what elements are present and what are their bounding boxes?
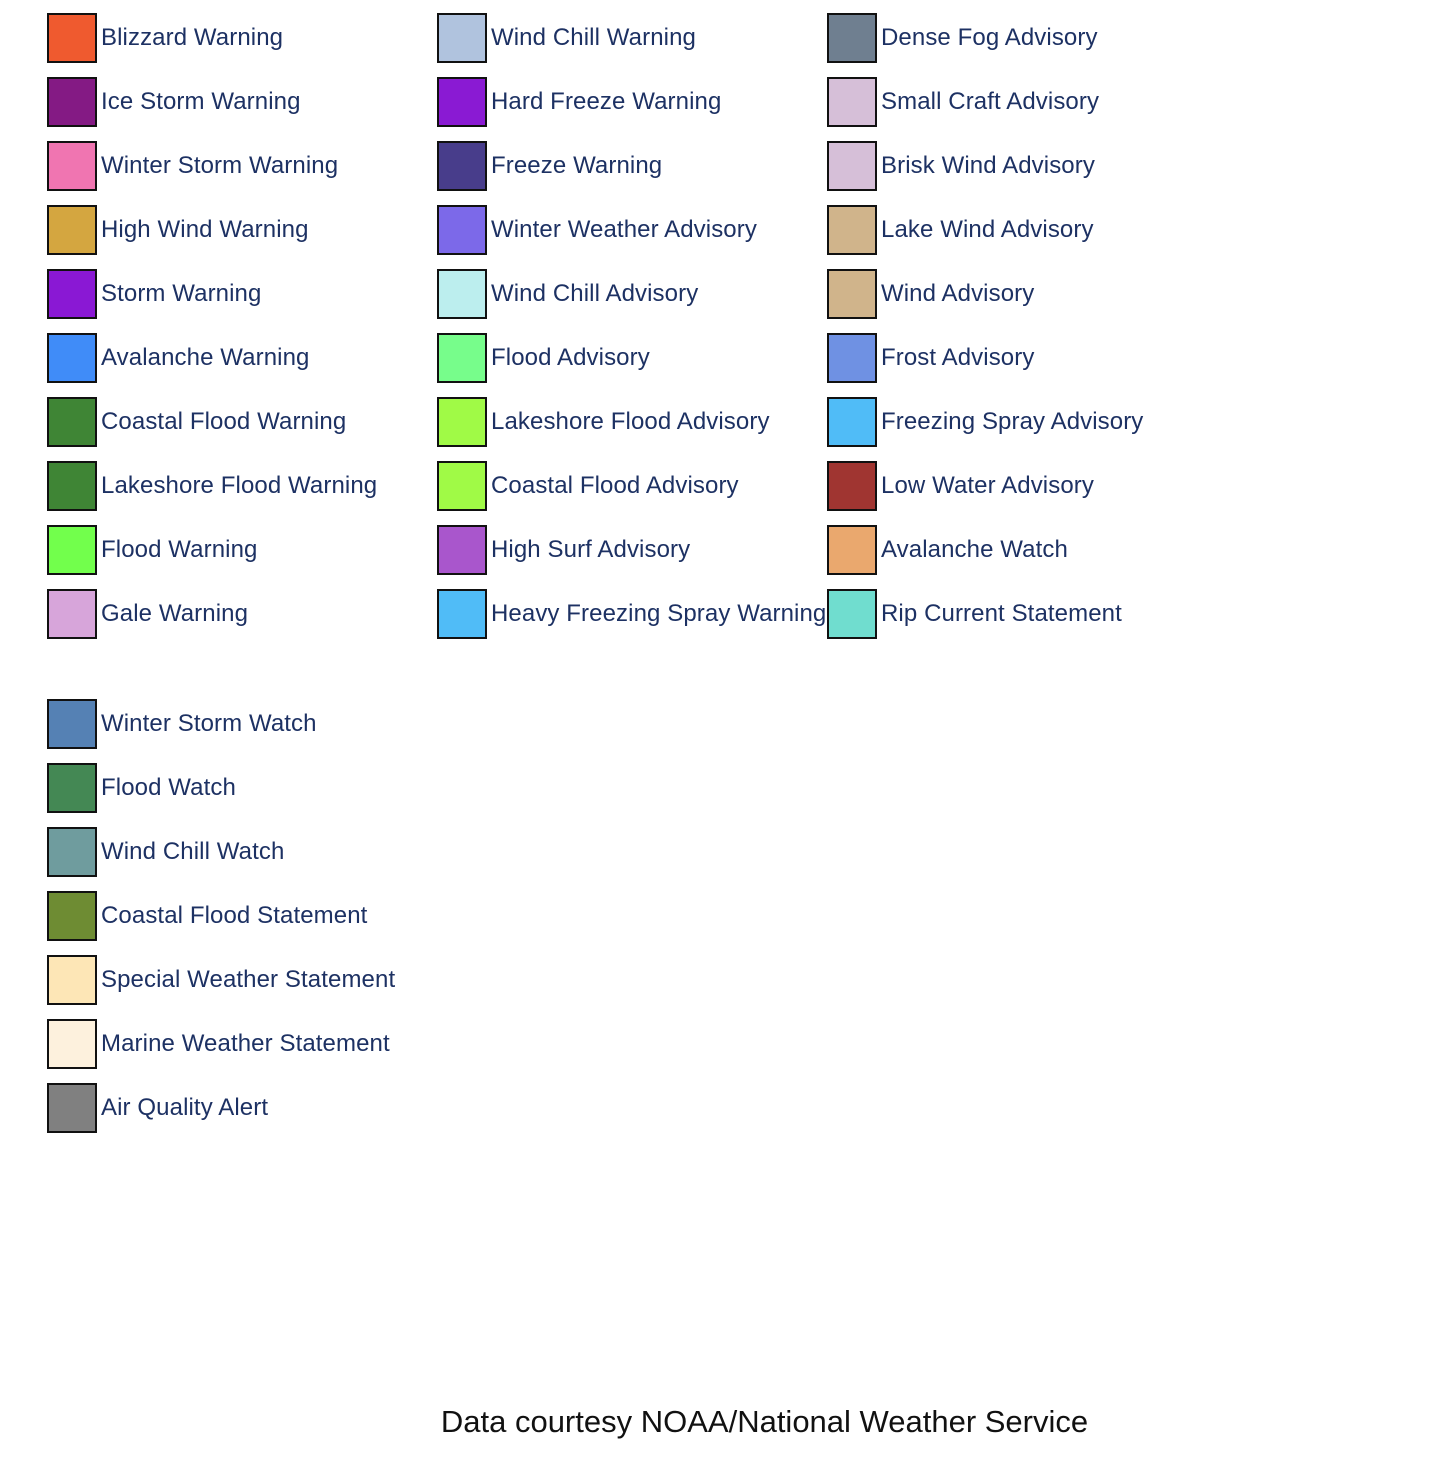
legend-swatch: [827, 333, 877, 383]
legend-label: Lakeshore Flood Advisory: [491, 408, 770, 435]
legend-item: [47, 269, 437, 319]
legend-label: Wind Chill Warning: [491, 24, 696, 51]
legend-item: [437, 397, 827, 447]
legend-swatch: [437, 525, 487, 575]
legend-swatch: [827, 77, 877, 127]
legend-swatch: [47, 955, 97, 1005]
legend-label: Lake Wind Advisory: [881, 216, 1094, 243]
legend-label: Rip Current Statement: [881, 600, 1122, 627]
legend-swatch: [47, 763, 97, 813]
legend-swatch: [47, 77, 97, 127]
legend-swatch: [437, 13, 487, 63]
data-credit: Data courtesy NOAA/National Weather Service: [440, 1404, 1089, 1439]
legend-label: Flood Warning: [101, 536, 258, 563]
legend-swatch: [47, 525, 97, 575]
legend-swatch: [437, 77, 487, 127]
legend-swatch: [47, 397, 97, 447]
legend-column-4: [47, 699, 437, 1147]
legend-swatch: [47, 141, 97, 191]
legend-item: [437, 461, 827, 511]
legend-label: Coastal Flood Statement: [101, 902, 368, 929]
legend-item: [827, 205, 1217, 255]
legend-item: [437, 205, 827, 255]
legend-swatch: [827, 397, 877, 447]
legend-label: Brisk Wind Advisory: [881, 152, 1095, 179]
legend-item: [47, 699, 437, 749]
legend-label: Storm Warning: [101, 280, 262, 307]
legend-label: High Wind Warning: [101, 216, 309, 243]
legend-swatch: [827, 205, 877, 255]
legend-item: [47, 525, 437, 575]
legend-item: [47, 397, 437, 447]
legend-swatch: [47, 333, 97, 383]
legend-label: Ice Storm Warning: [101, 88, 301, 115]
legend-label: Coastal Flood Advisory: [491, 472, 739, 499]
legend-swatch: [437, 141, 487, 191]
legend-label: Avalanche Warning: [101, 344, 310, 371]
legend-item: [47, 1083, 437, 1133]
legend-item: [47, 955, 437, 1005]
legend-item: [47, 141, 437, 191]
legend-label: Wind Chill Watch: [101, 838, 285, 865]
legend-label: Low Water Advisory: [881, 472, 1094, 499]
legend-item: [47, 461, 437, 511]
legend-label: Freeze Warning: [491, 152, 663, 179]
legend-swatch: [827, 269, 877, 319]
legend-label: Winter Storm Watch: [101, 710, 317, 737]
legend-label: Avalanche Watch: [881, 536, 1068, 563]
legend-swatch: [47, 205, 97, 255]
legend-swatch: [47, 1019, 97, 1069]
legend-swatch: [437, 269, 487, 319]
legend-item: [437, 141, 827, 191]
legend-label: High Surf Advisory: [491, 536, 691, 563]
legend-swatch: [47, 461, 97, 511]
legend-label: Winter Storm Warning: [101, 152, 339, 179]
legend-item: [827, 525, 1217, 575]
legend-label: Small Craft Advisory: [881, 88, 1100, 115]
legend-swatch: [437, 333, 487, 383]
legend-swatch: [47, 827, 97, 877]
legend-swatch: [827, 589, 877, 639]
legend-item: [437, 589, 827, 639]
legend-item: [827, 461, 1217, 511]
legend-label: Heavy Freezing Spray Warning: [491, 600, 827, 627]
legend-label: Flood Watch: [101, 774, 236, 801]
legend-item: [47, 827, 437, 877]
legend-item: [827, 77, 1217, 127]
legend-item: [827, 13, 1217, 63]
legend-item: [47, 13, 437, 63]
legend-swatch: [47, 891, 97, 941]
legend-item: [47, 77, 437, 127]
legend-item: [827, 269, 1217, 319]
legend-item: [827, 397, 1217, 447]
legend-label: Coastal Flood Warning: [101, 408, 347, 435]
legend-swatch: [827, 525, 877, 575]
legend-swatch: [47, 1083, 97, 1133]
legend-item: [827, 333, 1217, 383]
legend-item: [827, 141, 1217, 191]
legend-item: [47, 333, 437, 383]
legend-swatch: [437, 205, 487, 255]
legend-label: Blizzard Warning: [101, 24, 284, 51]
legend-label: Frost Advisory: [881, 344, 1035, 371]
legend-label: Special Weather Statement: [101, 966, 396, 993]
legend-swatch: [827, 13, 877, 63]
legend-item: [47, 891, 437, 941]
legend-item: [437, 269, 827, 319]
legend-label: Wind Advisory: [881, 280, 1035, 307]
legend-item: [437, 525, 827, 575]
legend-label: Dense Fog Advisory: [881, 24, 1098, 51]
legend-label: Flood Advisory: [491, 344, 650, 371]
legend-column-3: [827, 13, 1217, 653]
legend-swatch: [47, 13, 97, 63]
legend-swatch: [437, 397, 487, 447]
legend-item: [437, 77, 827, 127]
legend-label: Gale Warning: [101, 600, 249, 627]
legend-label: Marine Weather Statement: [101, 1030, 390, 1057]
legend-swatch: [827, 461, 877, 511]
legend-swatch: [437, 461, 487, 511]
legend-item: [47, 589, 437, 639]
footer: [0, 1404, 1429, 1440]
legend-item: [437, 333, 827, 383]
legend-item: [827, 589, 1217, 639]
legend-label: Freezing Spray Advisory: [881, 408, 1144, 435]
legend-label: Wind Chill Advisory: [491, 280, 699, 307]
legend-swatch: [47, 699, 97, 749]
legend-item: [47, 1019, 437, 1069]
legend-item: [437, 13, 827, 63]
legend-label: Hard Freeze Warning: [491, 88, 722, 115]
legend-column-2: [437, 13, 827, 653]
legend-swatch: [827, 141, 877, 191]
legend-swatch: [437, 589, 487, 639]
legend-column-1: [47, 13, 437, 653]
legend-swatch: [47, 269, 97, 319]
legend-label: Air Quality Alert: [101, 1094, 269, 1121]
legend-label: Lakeshore Flood Warning: [101, 472, 378, 499]
legend-item: [47, 205, 437, 255]
legend-item: [47, 763, 437, 813]
legend-swatch: [47, 589, 97, 639]
legend-label: Winter Weather Advisory: [491, 216, 757, 243]
